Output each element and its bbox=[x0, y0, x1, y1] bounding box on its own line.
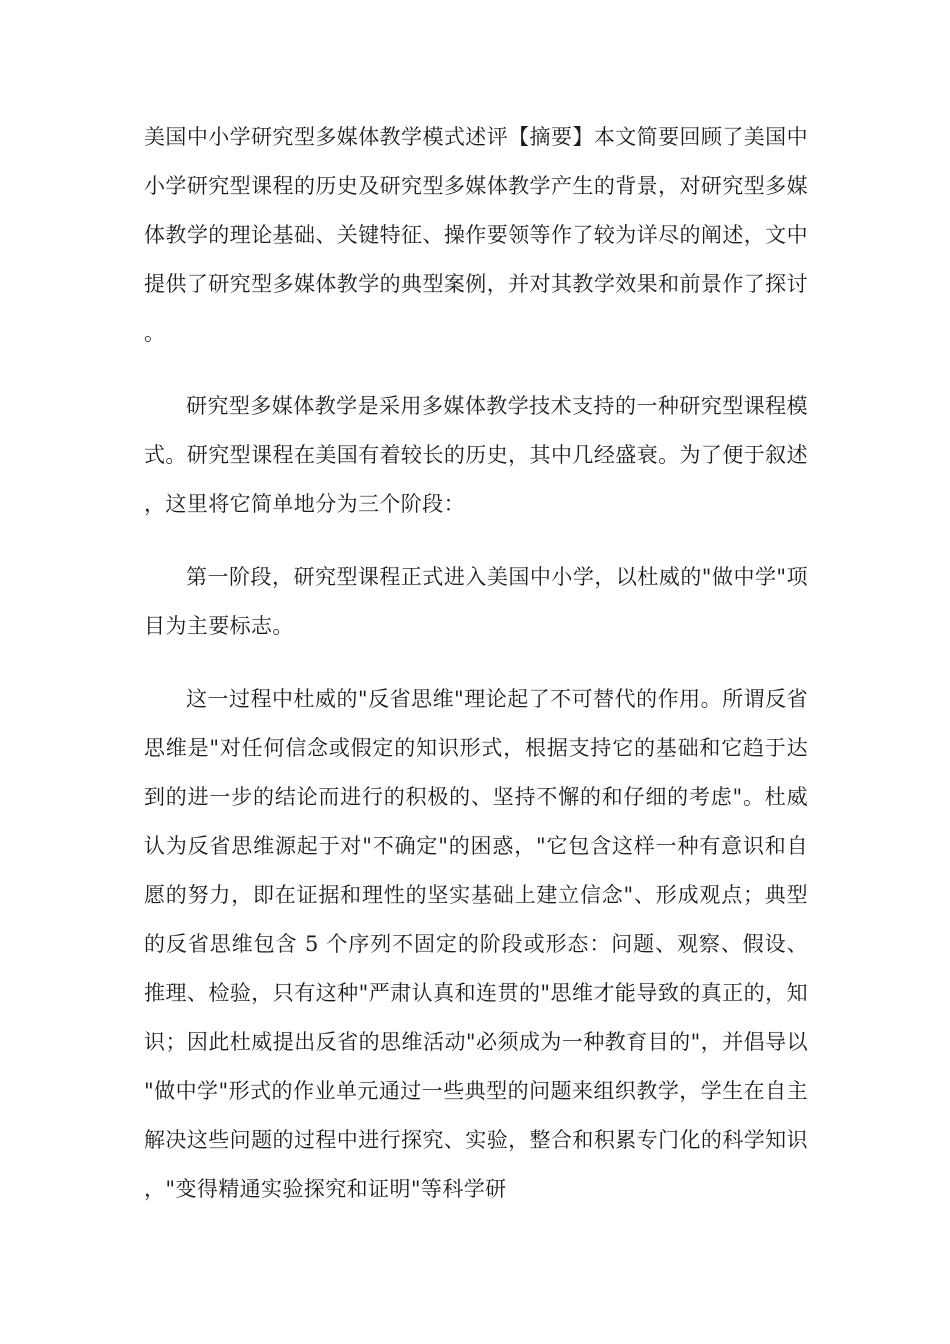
paragraph-spacer bbox=[144, 651, 808, 675]
intro-paragraph: 研究型多媒体教学是采用多媒体教学技术支持的一种研究型课程模式。研究型课程在美国有着较长的历史，其中几经盛衰。为了便于叙述，这里将它简单地分为三个阶段： bbox=[144, 394, 808, 516]
document-body bbox=[144, 113, 808, 1214]
paragraph-spacer bbox=[144, 529, 808, 553]
stage-one-paragraph: 第一阶段，研究型课程正式进入美国中小学，以杜威的"做中学"项目为主要标志。 bbox=[144, 565, 808, 638]
reflective-thinking-paragraph: 这一过程中杜威的"反省思维"理论起了不可替代的作用。所谓反省思维是"对任何信念或假定的知识形式，根据支持它的基础和它趋于达到的进一步的结论而进行的积极的、坚持不懈的和仔细的考虑"。杜威认为反省思维源起于对"不确定"的困惑，"它包含这样一种有意识和自愿的努力，即在证据和理性的坚实基础上建立信念"、形成观点；典型的反省思维包含 5 个序列不固定的阶段或形态：问题、观察、假设、推理、检验，只有这种"严肃认真和连贯的"思维才能导致的真正的，知识；因此杜威提出反省的思维活动"必须成为一种教育目的"，并倡导以"做中学"形式的作业单元通过一些典型的问题来组织教学，学生在自主解决这些问题的过程中进行探究、实验，整合和积累专门化的科学知识，"变得精通实验探究和证明"等科学研 bbox=[144, 687, 808, 1201]
abstract-paragraph: 美国中小学研究型多媒体教学模式述评【摘要】本文简要回顾了美国中小学研究型课程的历史及研究型多媒体教学产生的背景，对研究型多媒体教学的理论基础、关键特征、操作要领等作了较为详尽的阐述，文中提供了研究型多媒体教学的典型案例，并对其教学效果和前景作了探讨。 bbox=[144, 125, 808, 345]
paragraph-spacer bbox=[144, 358, 808, 382]
